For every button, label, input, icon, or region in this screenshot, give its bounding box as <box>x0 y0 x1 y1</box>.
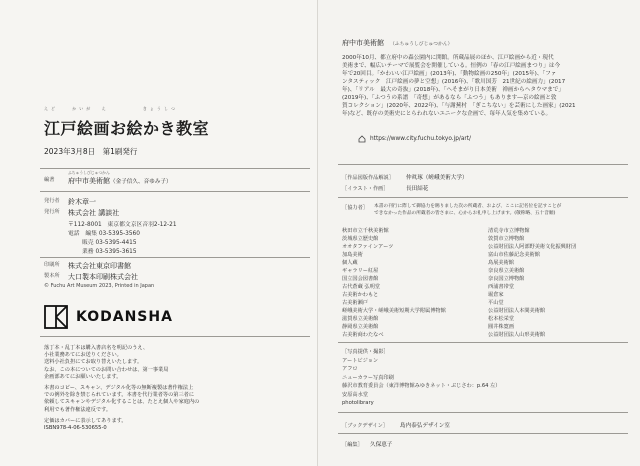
list-item: 個人蔵 <box>342 260 358 266</box>
credit-name: 株式会社 講談社 <box>68 209 120 217</box>
editor-label: ［編集］ <box>342 442 363 448</box>
divider <box>338 164 628 165</box>
cooperation-label: ［協力者］ <box>342 205 368 211</box>
credit-name: 鈴木章一 <box>68 198 96 206</box>
list-item: 国立国会図書館 <box>342 276 379 282</box>
list-item: 松本松栄堂 <box>488 316 514 322</box>
museum-description: 2000年10月、都立府中の森公園内に開館。所蔵品展のほか、江戸絵画から近・現代 美術まで、幅広いテーマで展覧会を開催している。恒例の「春の江戸絵画まつり」は今 年で20回目。「かわいい江戸絵画」(2013年)、「動物絵画の250年」(2015年)、「ファ ンタスティック 江戸絵画の夢と空想」(2016年)、「歌川国芳 21世紀の絵画力」(2017 年)、「リアル 最大の奇抜」(2018年)、「へそまがり日本美術 禅画からヘタウマまで」 (2019年)、「ふつうの系譜 「奇想」があるなら「ふつう」もあります―京の絵画と敦 賀コレクション」(2020年、2022年)、「与謝蕪村 「ぎこちない」を芸術にした画家」(2021 年)など、既存の美術史にとらわれないユニークな企画で、毎年人気を集めている。 <box>342 55 576 117</box>
divider <box>40 168 310 169</box>
book-design-value: 島内泰弘デザイン室 <box>400 423 450 429</box>
credit-name: 株式会社東京印書館 <box>68 262 131 270</box>
list-item: ニューカラー写真印刷 <box>342 374 394 381</box>
divider <box>40 336 310 337</box>
list-item: 安原高水堂 <box>342 391 368 398</box>
list-item: 秋田市立千秋美術館 <box>342 228 389 234</box>
legal-notes: 落丁本・乱丁本は購入書店名を明記のうえ、 小社業務あてにお送りください。 送料小社負担にてお取り替えいたします。 なお、この本についてのお問い合わせは、第一事業局 企画部あてにお願いいたします。 本書のコピー、スキャン、デジタル化等の無断複製は著作権法上 での例外を除き禁じられています。本書を代行業者等の第三者に 依頼してスキャンやデジタル化することは、たとえ個人や家庭内の 利用でも著作権法違反です。 定価はカバーに表示してあります。 ISBN978-4-06-530655-0 <box>44 345 200 432</box>
credit-role: 発行者 <box>44 198 60 204</box>
list-item: 平山堂 <box>488 300 504 306</box>
illust-label: ［イラスト・作画］ <box>342 186 389 192</box>
divider <box>40 257 310 258</box>
credit-role: 製本所 <box>44 273 60 279</box>
list-item: 奈良国立博物館 <box>488 276 525 282</box>
museum-title: 府中市美術館 （ふちゅうしびじゅつかん） <box>342 39 453 47</box>
cooperation-note: 本書の刊行に際して御協力を賜りました次の所蔵者、および、ここに記名位を記すことが できなかった作品の所蔵者の皆さまに、心からお礼申し上げます。(敬称略、五十音順) <box>374 204 562 216</box>
phone-sales: 販売 03-5395-4415 <box>82 240 137 246</box>
list-item: photolibrary <box>342 400 374 407</box>
museum-url: https://www.city.fuchu.tokyo.jp/art/ <box>370 136 472 142</box>
phone-editorial: 電話 編集 03-5395-3560 <box>68 231 140 237</box>
illust-detail-label: ［作品図版作品解説］ <box>342 175 394 181</box>
credit-role: 発行所 <box>44 209 60 215</box>
list-item: 加島美術 <box>342 252 363 258</box>
list-item: 茨城県立歴史館 <box>342 236 379 242</box>
divider <box>338 412 628 413</box>
photo-credit-list <box>342 357 500 407</box>
list-item: 古美術商わたなべ <box>342 332 384 338</box>
credit-row-printer <box>44 261 304 271</box>
list-item: 滋賀県立美術館 <box>342 316 379 322</box>
list-item: 公益財団法人阿部野美術文化振興財団 <box>488 244 577 250</box>
divider <box>338 433 628 434</box>
list-item: 圓井株寛画 <box>488 324 514 330</box>
book-design-label: ［ブックデザイン］ <box>342 423 388 429</box>
list-item: アートビジョン <box>342 358 379 364</box>
list-item: オオタファインアーツ <box>342 244 394 250</box>
book-title: 江戸絵画お絵かき教室 <box>44 119 210 138</box>
list-item: 敦賀市立博物館 <box>488 236 525 242</box>
left-page <box>0 0 318 466</box>
kodansha-logo-icon <box>44 305 68 329</box>
divider <box>338 342 628 343</box>
list-item: 静岡県立美術館 <box>342 324 379 330</box>
list-item: 奈良県立美術館 <box>488 268 525 274</box>
list-item: 古代蒼蔵 弘明堂 <box>342 284 380 290</box>
list-item: ギャラリー紅屋 <box>342 268 379 274</box>
credit-name: 大口製本印刷株式会社 <box>68 273 138 281</box>
credit-role: 印刷所 <box>44 262 60 268</box>
kodansha-logo-text: KODANSHA <box>76 309 173 325</box>
list-item: 古美術瀬戸 <box>342 300 368 306</box>
list-item: 嵯峨美術大学・嵯峨美術短期大学附属博物館 <box>342 308 446 314</box>
list-item: 西浦書帯堂 <box>488 284 514 290</box>
publisher-address: 〒112-8001 東京都文京区音羽2-12-21 <box>68 222 177 228</box>
cooperation-list-left <box>342 227 446 339</box>
list-item: 公益財団法人山形美術館 <box>488 332 546 338</box>
list-item: 藤沢市教育委員会（東洋博物館みゆきネット・ぶじさわ：p.64 左） <box>342 383 501 390</box>
list-item: アフロ <box>342 366 358 373</box>
phone-operations: 業務 03-5395-3615 <box>82 249 137 255</box>
credit-row-publisher <box>44 208 304 218</box>
list-item: 堀倉家 <box>488 292 504 298</box>
home-icon <box>358 135 366 143</box>
credit-row-author <box>44 170 304 186</box>
editor-value: 久保恵子 <box>370 442 393 448</box>
list-item: 富山市佐藤記念美術館 <box>488 252 540 258</box>
credit-row-binder <box>44 272 304 282</box>
list-item: 公益財団法人本間美術館 <box>488 308 546 314</box>
author-ruby: ふちゅうしびじゅつかん <box>68 170 110 175</box>
list-item: 鳥展美術館 <box>488 260 514 266</box>
illust-detail-value: 仲眞琢（嵯峨美術大学） <box>406 175 468 181</box>
cooperation-list-right <box>488 227 576 339</box>
right-page <box>318 0 640 466</box>
illust-value: 長田結花 <box>406 186 429 192</box>
credit-name: 府中市美術館（金子信久、音ゆみ子） <box>68 177 172 185</box>
divider <box>338 197 628 198</box>
publication-date: 2023年3月8日 第1刷発行 <box>44 147 138 156</box>
credit-row-publisher-person <box>44 197 304 207</box>
divider <box>40 191 310 192</box>
list-item: 清荒寺市立博物館 <box>488 228 530 234</box>
credit-role: 編著 <box>44 177 55 183</box>
copyright: © Fuchu Art Museum 2023, Printed in Japan <box>44 283 155 289</box>
title-ruby: えど かいが え きょうしつ <box>44 106 178 111</box>
list-item: 古美術かわもと <box>342 292 379 298</box>
photo-credit-label: ［写真提供・撮影］ <box>342 349 389 355</box>
